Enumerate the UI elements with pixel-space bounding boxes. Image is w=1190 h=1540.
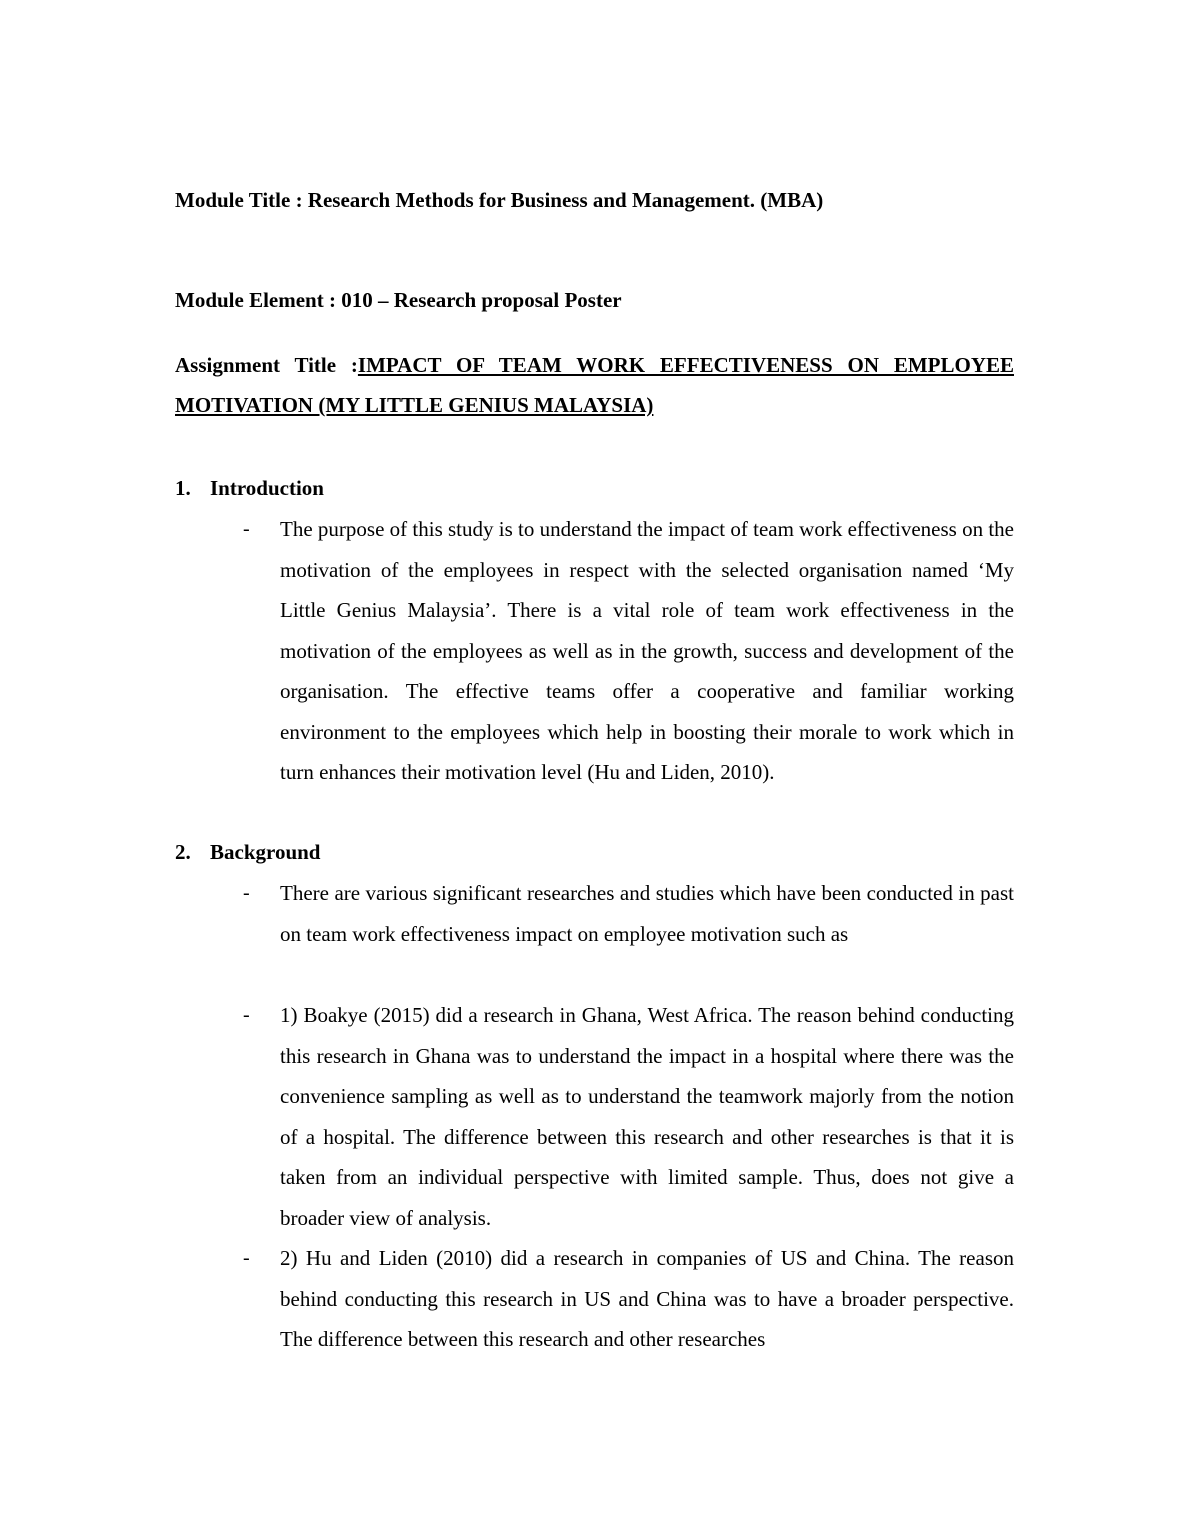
bullet-dash: - [243,518,250,540]
bullet-dash: - [243,1247,250,1269]
paragraph: The purpose of this study is to understand the impact of team work effectiveness on the motivation of the employees in respect with the selected organisation named ‘My Little Genius Malaysia’. There is a vital role of team work effectiveness in the motivation of the employees as well as in the growth, success and development of the organisation. The effective teams offer a cooperative and familiar working environment to the employees which help in boosting their morale to work which in turn enhances their motivation level (Hu and Liden, 2010). [280,517,1014,784]
assignment-label: Assignment Title : [175,353,358,377]
assignment-title-block [175,345,1014,425]
section-number: 2. [175,840,191,864]
section-title: Introduction [210,476,324,500]
module-element: Module Element : 010 – Research proposal Poster [175,288,622,312]
list-item [243,1238,1014,1360]
section-heading-background [175,842,321,863]
section-heading-introduction [175,478,324,499]
module-title: Module Title : Research Methods for Business and Management. (MBA) [175,188,824,212]
list-item [243,873,1014,954]
paragraph: 2) Hu and Liden (2010) did a research in companies of US and China. The reason behind conducting this research in US and China was to have a broader perspective. The difference between this research and other researches [280,1246,1014,1351]
assignment-title: IMPACT OF TEAM WORK EFFECTIVENESS ON EMPLOYEE MOTIVATION (MY LITTLE GENIUS MALAYSIA) [175,353,1014,417]
section-number: 1. [175,476,191,500]
list-item [243,509,1014,793]
section-title: Background [210,840,321,864]
paragraph: 1) Boakye (2015) did a research in Ghana, West Africa. The reason behind conducting this research in Ghana was to understand the impact in a hospital where there was the convenience sampling as well as to understand the teamwork majorly from the notion of a hospital. The difference between this research and other researches is that it is taken from an individual perspective with limited sample. Thus, does not give a broader view of analysis. [280,1003,1014,1230]
bullet-dash: - [243,882,250,904]
bullet-dash: - [243,1004,250,1026]
list-item [243,995,1014,1238]
paragraph: There are various significant researches and studies which have been conducted in past on team work effectiveness impact on employee motivation such as [280,881,1014,946]
